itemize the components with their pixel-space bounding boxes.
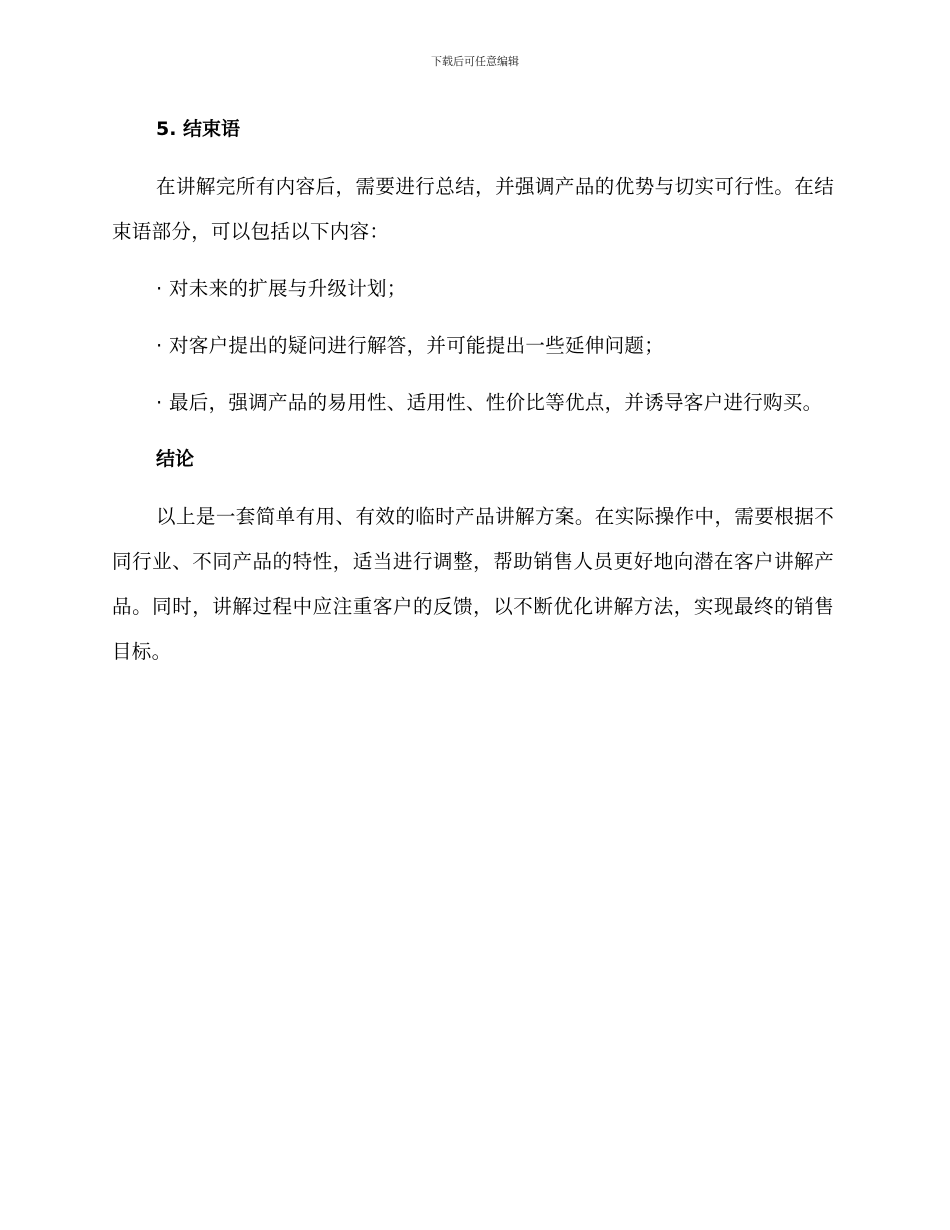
bullet-item: · 最后，强调产品的易用性、适用性、性价比等优点，并诱导客户进行购买。	[156, 391, 823, 414]
section-heading-conclusion: 结论	[156, 448, 195, 470]
conclusion-paragraph: 以上是一套简单有用、有效的临时产品讲解方案。在实际操作中，需要根据不同行业、不同产品的特性，适当进行调整，帮助销售人员更好地向潜在客户讲解产品。同时，讲解过程中应注重客户的反馈，以不断优化讲解方法，实现最终的销售目标。	[112, 505, 834, 663]
document-body	[112, 107, 834, 674]
bullet-item: · 对客户提出的疑问进行解答，并可能提出一些延伸问题；	[156, 334, 664, 357]
closing-intro-paragraph: 在讲解完所有内容后，需要进行总结，并强调产品的优势与切实可行性。在结束语部分，可以包括以下内容：	[112, 175, 834, 243]
page-header: 下载后可任意编辑	[431, 55, 519, 68]
section-heading-closing: 5. 结束语	[156, 118, 241, 140]
bullet-item: · 对未来的扩展与升级计划；	[156, 277, 407, 300]
